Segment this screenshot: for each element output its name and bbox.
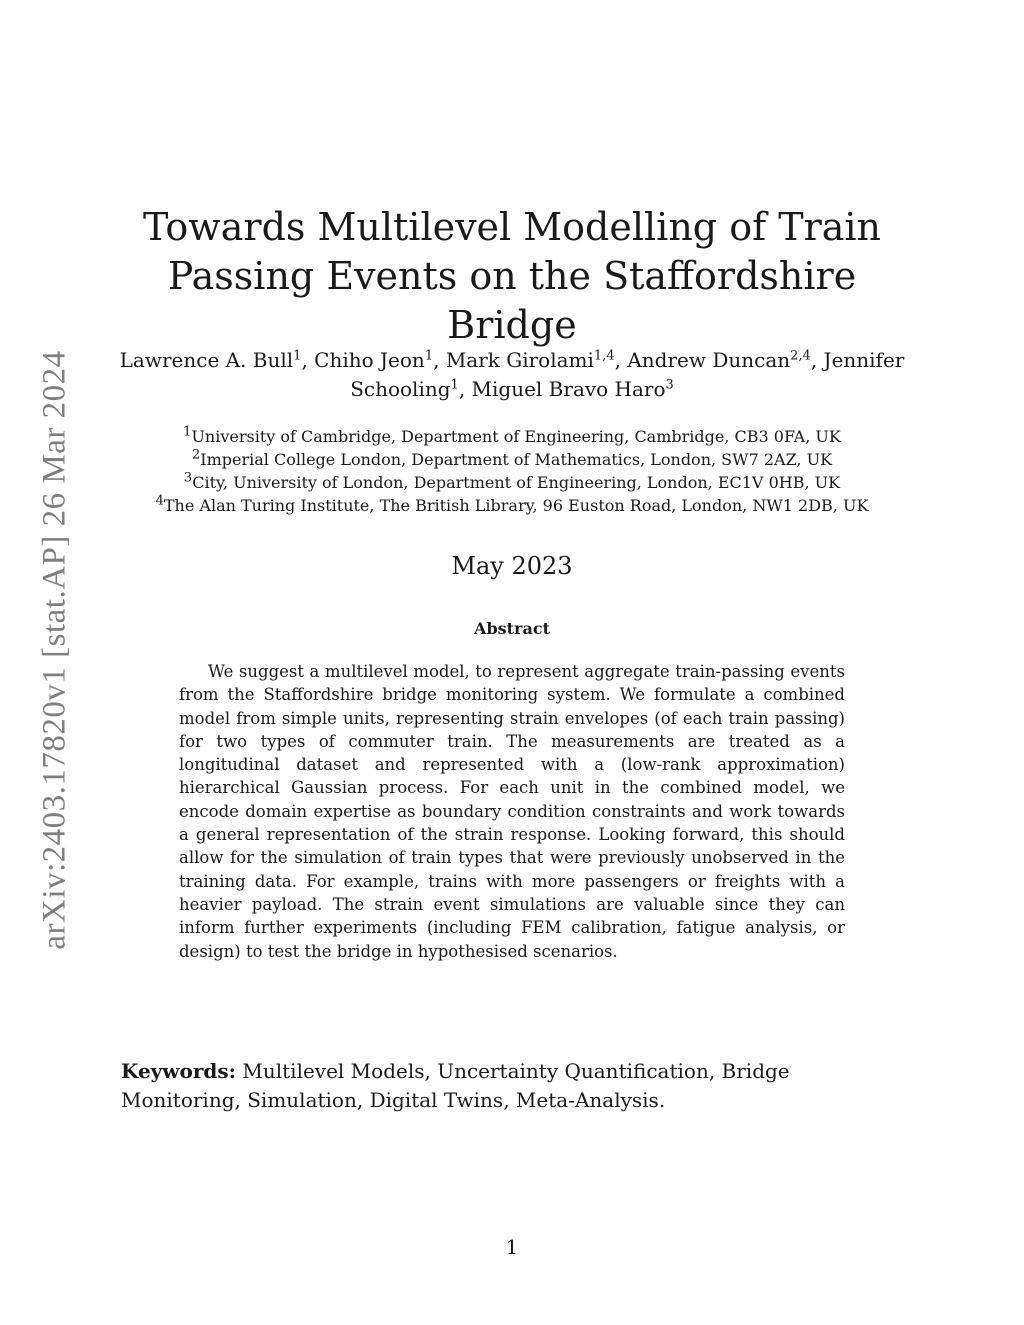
author: Andrew Duncan$^{2,4}$ — [627, 348, 811, 372]
keywords — [121, 1057, 911, 1115]
publication-date: May 2023 — [451, 552, 573, 580]
paper-title — [120, 203, 904, 350]
affiliation-list — [110, 425, 914, 517]
abstract-text: We suggest a multilevel model, to represent aggregate train-passing events from the Staffordshire bridge monitoring system. We formulate a combined model from simple units, representing strain envelopes (of each train passing) for two types of commuter train. The measurements are treated as a longitudinal dataset and represented with a (low-rank approximation) hierarchical Gaussian process. For each unit in the combined model, we encode domain expertise as boundary condition constraints and work towards a general representation of the strain response. Looking forward, this should allow for the simulation of train types that were previously unobserved in the training data. For example, trains with more passengers or freights with a heavier payload. The strain event simulations are valuable since they can inform further experiments (including FEM calibration, fatigue analysis, or design) to test the bridge in hypothesised scenarios. — [179, 662, 845, 961]
affiliation: $^2$Imperial College London, Department of Mathematics, London, SW7 2AZ, UK — [191, 447, 833, 469]
keywords-text: Multilevel Models, Uncertainty Quantification, Bridge Monitoring, Simulation, Digital Twins, Meta-Analysis. — [121, 1059, 790, 1112]
author-list: Lawrence A. Bull$^1$, Chiho Jeon$^1$, Mark Girolami$^{1,4}$, Andrew Duncan$^{2,4}$, Jennifer Schooling$^1$, Miguel Bravo Haro$^3$ — [119, 348, 905, 401]
title-line-2: Passing Events on the Staffordshire Bridge — [167, 254, 857, 347]
author: Jennifer Schooling$^1$ — [350, 348, 905, 401]
author: Miguel Bravo Haro$^3$ — [471, 377, 674, 401]
author: Chiho Jeon$^1$ — [314, 348, 434, 372]
keywords-label: Keywords: — [121, 1059, 237, 1083]
author: Mark Girolami$^{1,4}$ — [445, 348, 615, 372]
author: Lawrence A. Bull$^1$ — [119, 348, 302, 372]
affiliation: $^4$The Alan Turing Institute, The British Library, 96 Euston Road, London, NW1 2DB, UK — [155, 493, 869, 515]
abstract-heading: Abstract — [474, 619, 550, 638]
affiliation: $^3$City, University of London, Department of Engineering, London, EC1V 0HB, UK — [183, 470, 841, 492]
title-line-1: Towards Multilevel Modelling of Train — [142, 205, 882, 249]
affiliation: $^1$University of Cambridge, Department of Engineering, Cambridge, CB3 0FA, UK — [183, 424, 841, 446]
arxiv-identifier-stamp: arXiv:2403.17820v1 [stat.AP] 26 Mar 2024 — [36, 350, 73, 950]
page-number: 1 — [505, 1235, 519, 1259]
